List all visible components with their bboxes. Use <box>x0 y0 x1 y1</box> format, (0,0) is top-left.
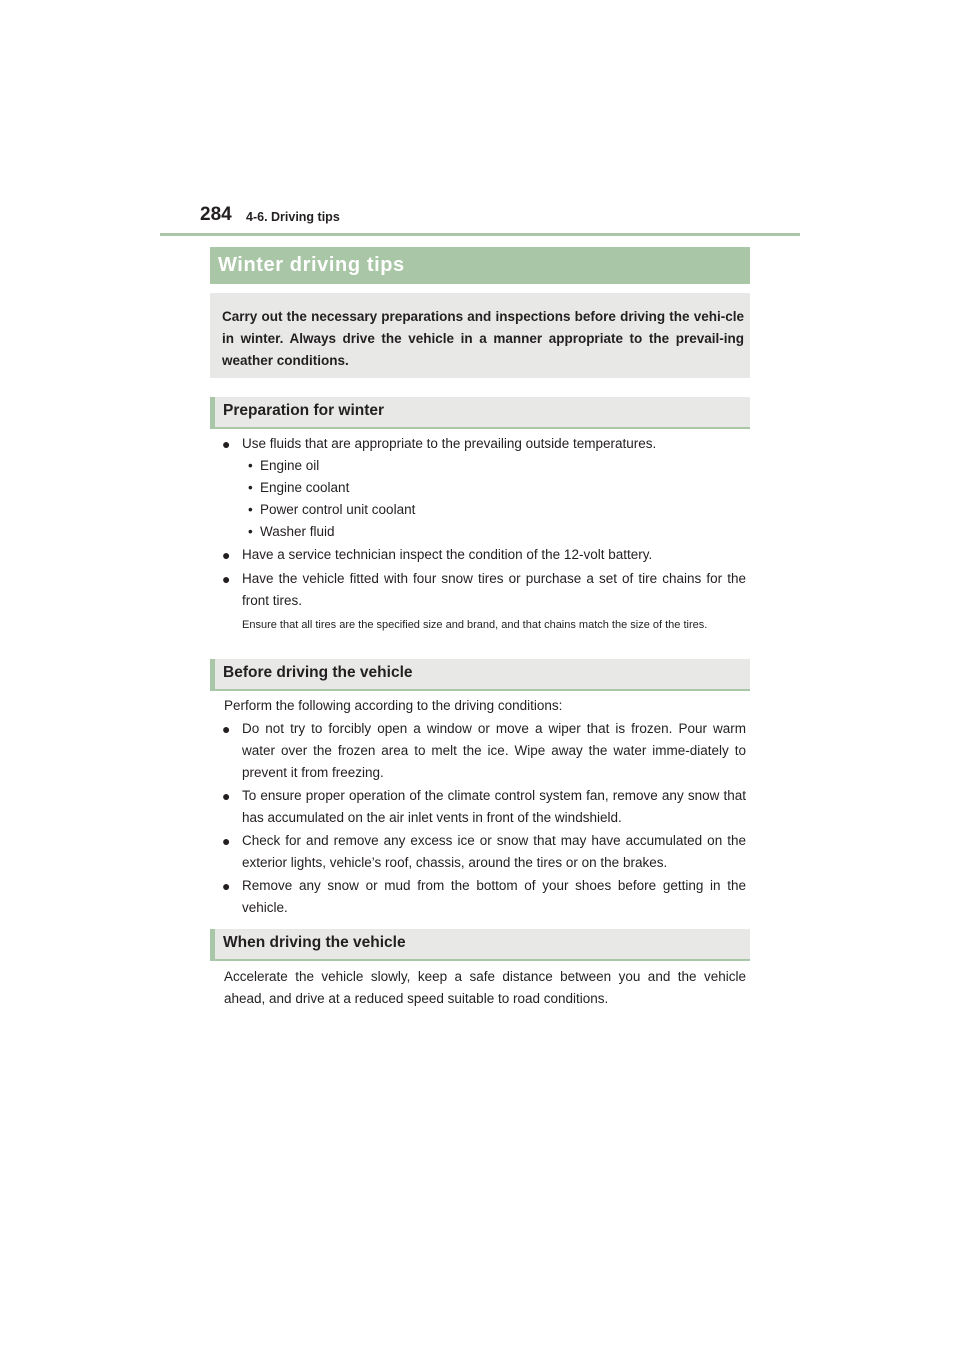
sub-list-item <box>248 499 415 521</box>
bullet-icon: ● <box>222 788 231 804</box>
sub-bullet-icon: • <box>248 480 253 495</box>
fluid-item: Power control unit coolant <box>260 502 416 517</box>
bullet-icon: ● <box>222 436 231 452</box>
tires-text: Have the vehicle fitted with four snow tires or purchase a set of tire chains for the front tires. <box>242 571 746 608</box>
fluid-item: Engine coolant <box>260 480 350 495</box>
page-number: 284 <box>200 204 232 225</box>
preparation-heading: Preparation for winter <box>223 402 385 419</box>
list-item <box>222 568 746 612</box>
when-driving-heading-bar <box>210 929 750 961</box>
before-driving-item: Check for and remove any excess ice or snow that may have accumulated on the exterior lights, vehicle’s roof, chassis, around the tires or on the brakes. <box>242 833 746 870</box>
list-item <box>222 785 746 829</box>
list-item <box>222 718 746 784</box>
bullet-icon: ● <box>222 547 231 563</box>
bullet-icon: ● <box>222 833 231 849</box>
battery-text: Have a service technician inspect the condition of the 12-volt battery. <box>242 547 653 562</box>
tires-note: Ensure that all tires are the specified size and brand, and that chains match the size of the tires. <box>242 619 708 631</box>
page-title: Winter driving tips <box>218 254 405 276</box>
list-item <box>222 830 746 874</box>
before-driving-lead: Perform the following according to the driving conditions: <box>224 698 563 713</box>
fluids-text: Use fluids that are appropriate to the prevailing outside temperatures. <box>242 436 657 451</box>
preparation-heading-bar <box>210 397 750 429</box>
bullet-icon: ● <box>222 878 231 894</box>
before-driving-heading-bar <box>210 659 750 691</box>
bullet-icon: ● <box>222 571 231 587</box>
fluid-item: Washer fluid <box>260 524 335 539</box>
sub-bullet-icon: • <box>248 502 253 517</box>
before-driving-heading: Before driving the vehicle <box>223 664 413 681</box>
list-item <box>222 544 746 566</box>
before-driving-item: Remove any snow or mud from the bottom of your shoes before getting in the vehicle. <box>242 878 746 915</box>
title-bar <box>210 247 750 284</box>
sub-bullet-icon: • <box>248 524 253 539</box>
when-driving-heading: When driving the vehicle <box>223 934 406 951</box>
intro-box <box>210 293 750 378</box>
list-item <box>222 875 746 919</box>
sub-bullet-icon: • <box>248 458 253 473</box>
sub-list-item <box>248 455 319 477</box>
when-driving-text: Accelerate the vehicle slowly, keep a safe distance between you and the vehicle ahead, and drive at a reduced speed suitable to road conditions. <box>224 969 746 1006</box>
bullet-icon: ● <box>222 721 231 737</box>
before-driving-item: Do not try to forcibly open a window or move a wiper that is frozen. Pour warm water over the frozen area to melt the ice. Wipe away the water imme-diately to prevent it from freezing. <box>242 721 746 780</box>
page-header <box>160 198 800 236</box>
intro-text: Carry out the necessary preparations and inspections before driving the vehi-cle in winter. Always drive the vehicle in a manner appropriate to the prevail-ing weather conditions. <box>222 309 744 368</box>
fluid-item: Engine oil <box>260 458 320 473</box>
before-driving-item: To ensure proper operation of the climate control system fan, remove any snow that has accumulated on the air inlet vents in front of the windshield. <box>242 788 746 825</box>
sub-list-item <box>248 477 349 499</box>
section-reference: 4-6. Driving tips <box>246 210 340 224</box>
list-item <box>222 433 746 455</box>
header-divider <box>160 233 800 236</box>
sub-list-item <box>248 521 335 543</box>
